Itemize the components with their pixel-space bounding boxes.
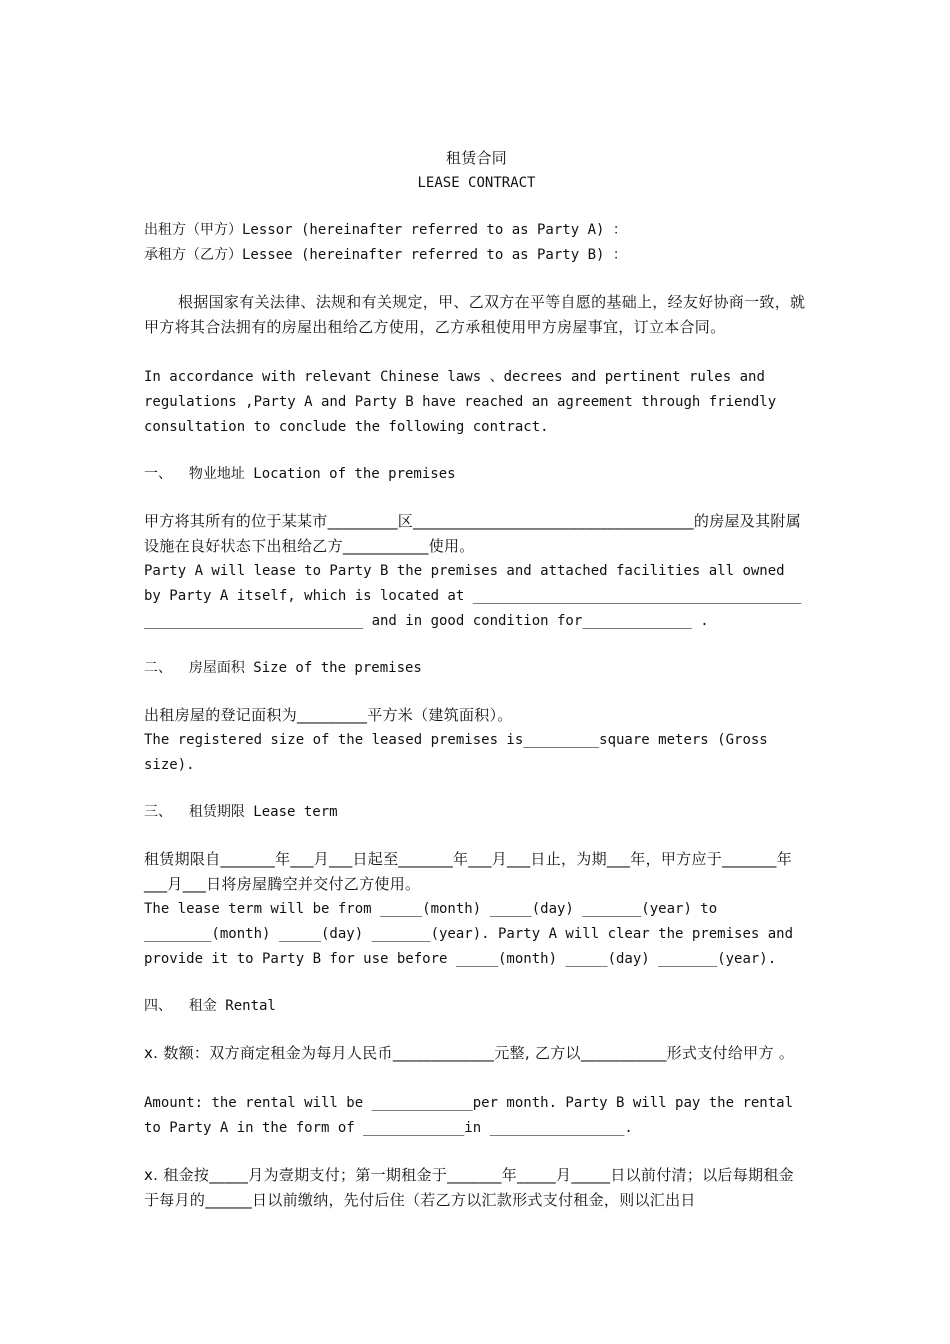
- section-4-item-2-cn: x. 租金按_____月为壹期支付；第一期租金于_______年_____月_____日以前付清；以后每期租金于每月的______日以前缴纳，先付后住（若乙方以汇款形式支付租金，则以汇出日: [144, 1166, 794, 1209]
- section-2-heading: 二、 房屋面积 Size of the premises: [144, 660, 422, 676]
- preamble-cn: 根据国家有关法律、法规和有关规定，甲、乙双方在平等自愿的基础上，经友好协商一致，就甲方将其合法拥有的房屋出租给乙方使用，乙方承租使用甲方房屋事宜，订立本合同。: [144, 293, 806, 336]
- section-4-item-1-en: Amount: the rental will be ____________per month. Party B will pay the rental to Party A in the form of ____________in ________________.: [144, 1095, 802, 1136]
- preamble-en: In accordance with relevant Chinese laws 、decrees and pertinent rules and regulations ,Party A and Party B have reached an agreement through friendly consultation to conclude the following contract.: [144, 369, 785, 435]
- section-1-cn: 甲方将其所有的位于某某市_________区____________________________________的房屋及其附属设施在良好状态下出租给乙方___________使用。: [144, 512, 802, 555]
- section-4-item-1-cn: x. 数额：双方商定租金为每月人民币_____________元整, 乙方以___________形式支付给甲方 。: [144, 1044, 795, 1062]
- section-3-en: The lease term will be from _____(month) _____(day) _______(year) to ________(month) _____(day) _______(year). Party A will clear the premises and provide it to Party B for use before _____(month) _____(day) _______(year).: [144, 901, 802, 967]
- section-4-heading: 四、 租金 Rental: [144, 998, 276, 1014]
- section-2-cn: 出租房屋的登记面积为_________平方米（建筑面积）。: [144, 706, 513, 724]
- title-en: LEASE CONTRACT: [417, 175, 536, 191]
- section-3-cn: 租赁期限自_______年___月___日起至_______年___月___日止，为期___年，甲方应于_______年___月___日将房屋腾空并交付乙方使用。: [144, 850, 793, 893]
- title-cn: 租赁合同: [445, 149, 508, 167]
- section-3-heading: 三、 租赁期限 Lease term: [144, 804, 338, 820]
- section-1-en: Party A will lease to Party B the premises and attached facilities all owned by Party A itself, which is located at _______________________________________ __________________________ and in good condition for_____________ .: [144, 563, 810, 629]
- section-2-en: The registered size of the leased premises is_________square meters (Gross size).: [144, 732, 777, 773]
- lessor-line: 出租方（甲方）Lessor (hereinafter referred to as Party A) ：: [144, 222, 627, 238]
- section-1-heading: 一、 物业地址 Location of the premises: [144, 466, 456, 482]
- lessee-line: 承租方（乙方）Lessee (hereinafter referred to as Party B) ：: [144, 247, 627, 263]
